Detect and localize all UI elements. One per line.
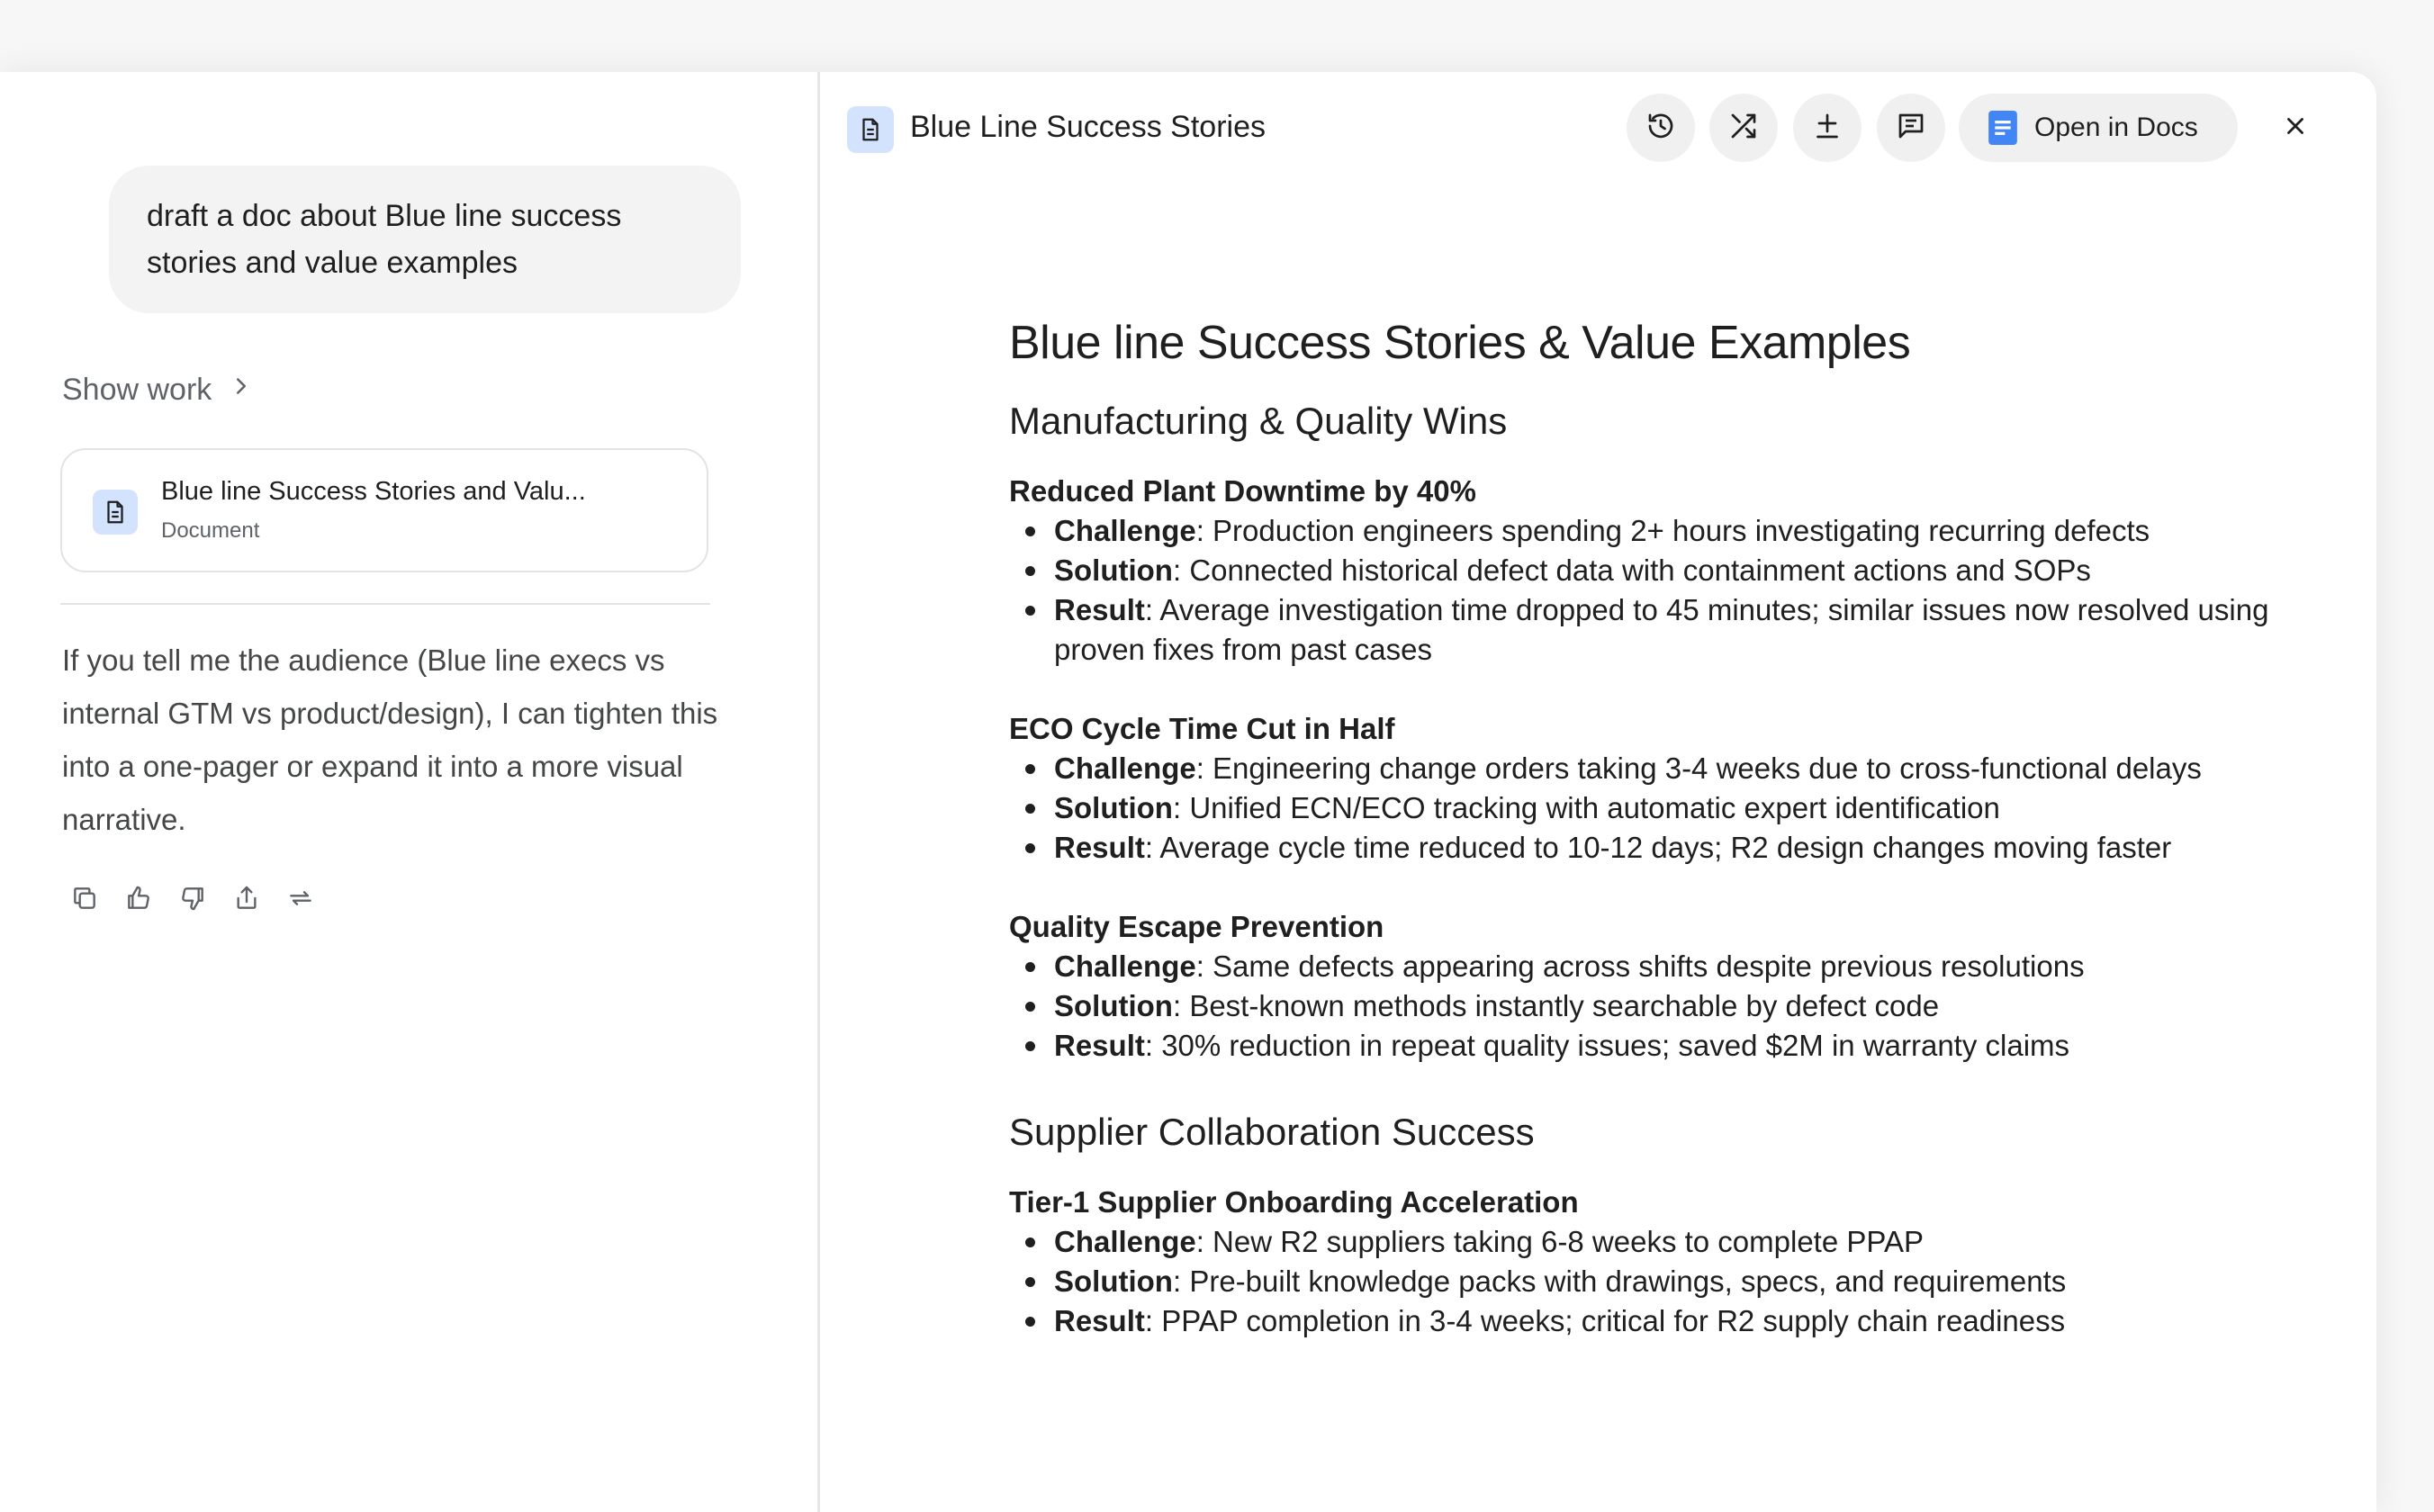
chat-divider — [60, 603, 710, 605]
show-work-label: Show work — [62, 373, 212, 407]
solution-label: Solution — [1054, 554, 1173, 587]
solution-label: Solution — [1054, 791, 1173, 824]
challenge-label: Challenge — [1054, 752, 1196, 785]
challenge-text: Engineering change orders taking 3-4 weeks due to cross-functional delays — [1212, 752, 2202, 785]
story-solution: Solution: Connected historical defect data with containment actions and SOPs — [1009, 551, 2287, 590]
story-challenge: Challenge: Same defects appearing across shifts despite previous resolutions — [1009, 947, 2287, 986]
open-in-docs-button[interactable] — [1959, 94, 2238, 162]
story-title: Reduced Plant Downtime by 40% — [1009, 474, 1476, 508]
show-work-toggle[interactable] — [62, 373, 255, 408]
story-result: Result: PPAP completion in 3-4 weeks; critical for R2 supply chain readiness — [1009, 1301, 2287, 1341]
story-list — [1009, 749, 2287, 868]
history-button[interactable] — [1627, 94, 1695, 162]
challenge-text: Same defects appearing across shifts despite previous resolutions — [1212, 950, 2085, 983]
challenge-text: Production engineers spending 2+ hours investigating recurring defects — [1212, 514, 2150, 547]
story-challenge: Challenge: New R2 suppliers taking 6-8 weeks to complete PPAP — [1009, 1222, 2287, 1262]
close-icon — [2282, 112, 2309, 144]
story-result: Result: Average cycle time reduced to 10-12 days; R2 design changes moving faster — [1009, 828, 2287, 868]
story-title: Tier-1 Supplier Onboarding Acceleration — [1009, 1185, 1579, 1219]
result-text: Average investigation time dropped to 45 minutes; similar issues now resolved using proven fixes from past cases — [1054, 593, 2269, 666]
chat-panel — [0, 72, 817, 1512]
document-body — [1009, 302, 2287, 1381]
comment-button[interactable] — [1877, 94, 1945, 162]
document-card[interactable] — [60, 448, 708, 572]
story-result: Result: Average investigation time dropped to 45 minutes; similar issues now resolved using proven fixes from past cases — [1009, 590, 2287, 670]
document-card-title: Blue line Success Stories and Valu... — [161, 477, 586, 506]
result-text: PPAP completion in 3-4 weeks; critical for R2 supply chain readiness — [1161, 1304, 2066, 1337]
story-list — [1009, 947, 2287, 1066]
shuffle-icon — [1727, 110, 1760, 147]
story-challenge: Challenge: Engineering change orders taking 3-4 weeks due to cross-functional delays — [1009, 749, 2287, 788]
solution-text: Best-known methods instantly searchable by defect code — [1189, 989, 1940, 1022]
shuffle-button[interactable] — [1709, 94, 1778, 162]
story-title: ECO Cycle Time Cut in Half — [1009, 712, 1395, 745]
document-card-type: Document — [161, 518, 260, 543]
solution-text: Pre-built knowledge packs with drawings, specs, and requirements — [1189, 1264, 2067, 1298]
google-docs-icon — [1988, 111, 2018, 145]
solution-text: Unified ECN/ECO tracking with automatic expert identification — [1189, 791, 2000, 824]
open-in-docs-label: Open in Docs — [2034, 112, 2198, 142]
document-panel-title: Blue Line Success Stories — [910, 110, 1266, 144]
solution-label: Solution — [1054, 989, 1173, 1022]
document-title: Blue line Success Stories & Value Examples — [1009, 317, 1911, 369]
section-heading: Supplier Collaboration Success — [1009, 1111, 1535, 1153]
comment-icon — [1895, 110, 1927, 147]
story-result: Result: 30% reduction in repeat quality issues; saved $2M in warranty claims — [1009, 1026, 2287, 1066]
story-list — [1009, 511, 2287, 670]
close-button[interactable] — [2272, 104, 2319, 151]
result-label: Result — [1054, 593, 1145, 626]
thumbs-up-icon[interactable] — [122, 882, 155, 914]
regenerate-icon[interactable] — [284, 882, 317, 914]
assistant-reply: If you tell me the audience (Blue line execs vs internal GTM vs product/design), I can tighten this into a one-pager or expand it into a more visual narrative. — [62, 644, 718, 836]
challenge-label: Challenge — [1054, 1225, 1196, 1258]
chevron-right-icon — [228, 373, 255, 408]
challenge-label: Challenge — [1054, 950, 1196, 983]
challenge-label: Challenge — [1054, 514, 1196, 547]
document-icon — [93, 490, 138, 535]
insert-button[interactable] — [1793, 94, 1862, 162]
section-heading: Manufacturing & Quality Wins — [1009, 400, 1508, 442]
insert-icon — [1811, 110, 1844, 147]
thumbs-down-icon[interactable] — [176, 882, 209, 914]
copy-icon[interactable] — [68, 882, 101, 914]
story-solution: Solution: Pre-built knowledge packs with drawings, specs, and requirements — [1009, 1262, 2287, 1301]
result-label: Result — [1054, 831, 1145, 864]
result-text: Average cycle time reduced to 10-12 days; R2 design changes moving faster — [1159, 831, 2172, 864]
story-title: Quality Escape Prevention — [1009, 910, 1384, 943]
solution-text: Connected historical defect data with containment actions and SOPs — [1189, 554, 2091, 587]
document-panel — [820, 72, 2376, 1512]
user-message-bubble: draft a doc about Blue line success stories and value examples — [109, 166, 741, 313]
document-icon — [847, 106, 894, 153]
challenge-text: New R2 suppliers taking 6-8 weeks to complete PPAP — [1212, 1225, 1924, 1258]
story-solution: Solution: Best-known methods instantly searchable by defect code — [1009, 986, 2287, 1026]
story-challenge: Challenge: Production engineers spending 2+ hours investigating recurring defects — [1009, 511, 2287, 551]
story-solution: Solution: Unified ECN/ECO tracking with automatic expert identification — [1009, 788, 2287, 828]
result-label: Result — [1054, 1029, 1145, 1062]
result-text: 30% reduction in repeat quality issues; saved $2M in warranty claims — [1161, 1029, 2070, 1062]
story-list — [1009, 1222, 2287, 1341]
solution-label: Solution — [1054, 1264, 1173, 1298]
app-window — [0, 72, 2376, 1512]
share-icon[interactable] — [230, 882, 263, 914]
result-label: Result — [1054, 1304, 1145, 1337]
history-icon — [1645, 110, 1677, 147]
message-actions — [68, 882, 317, 914]
